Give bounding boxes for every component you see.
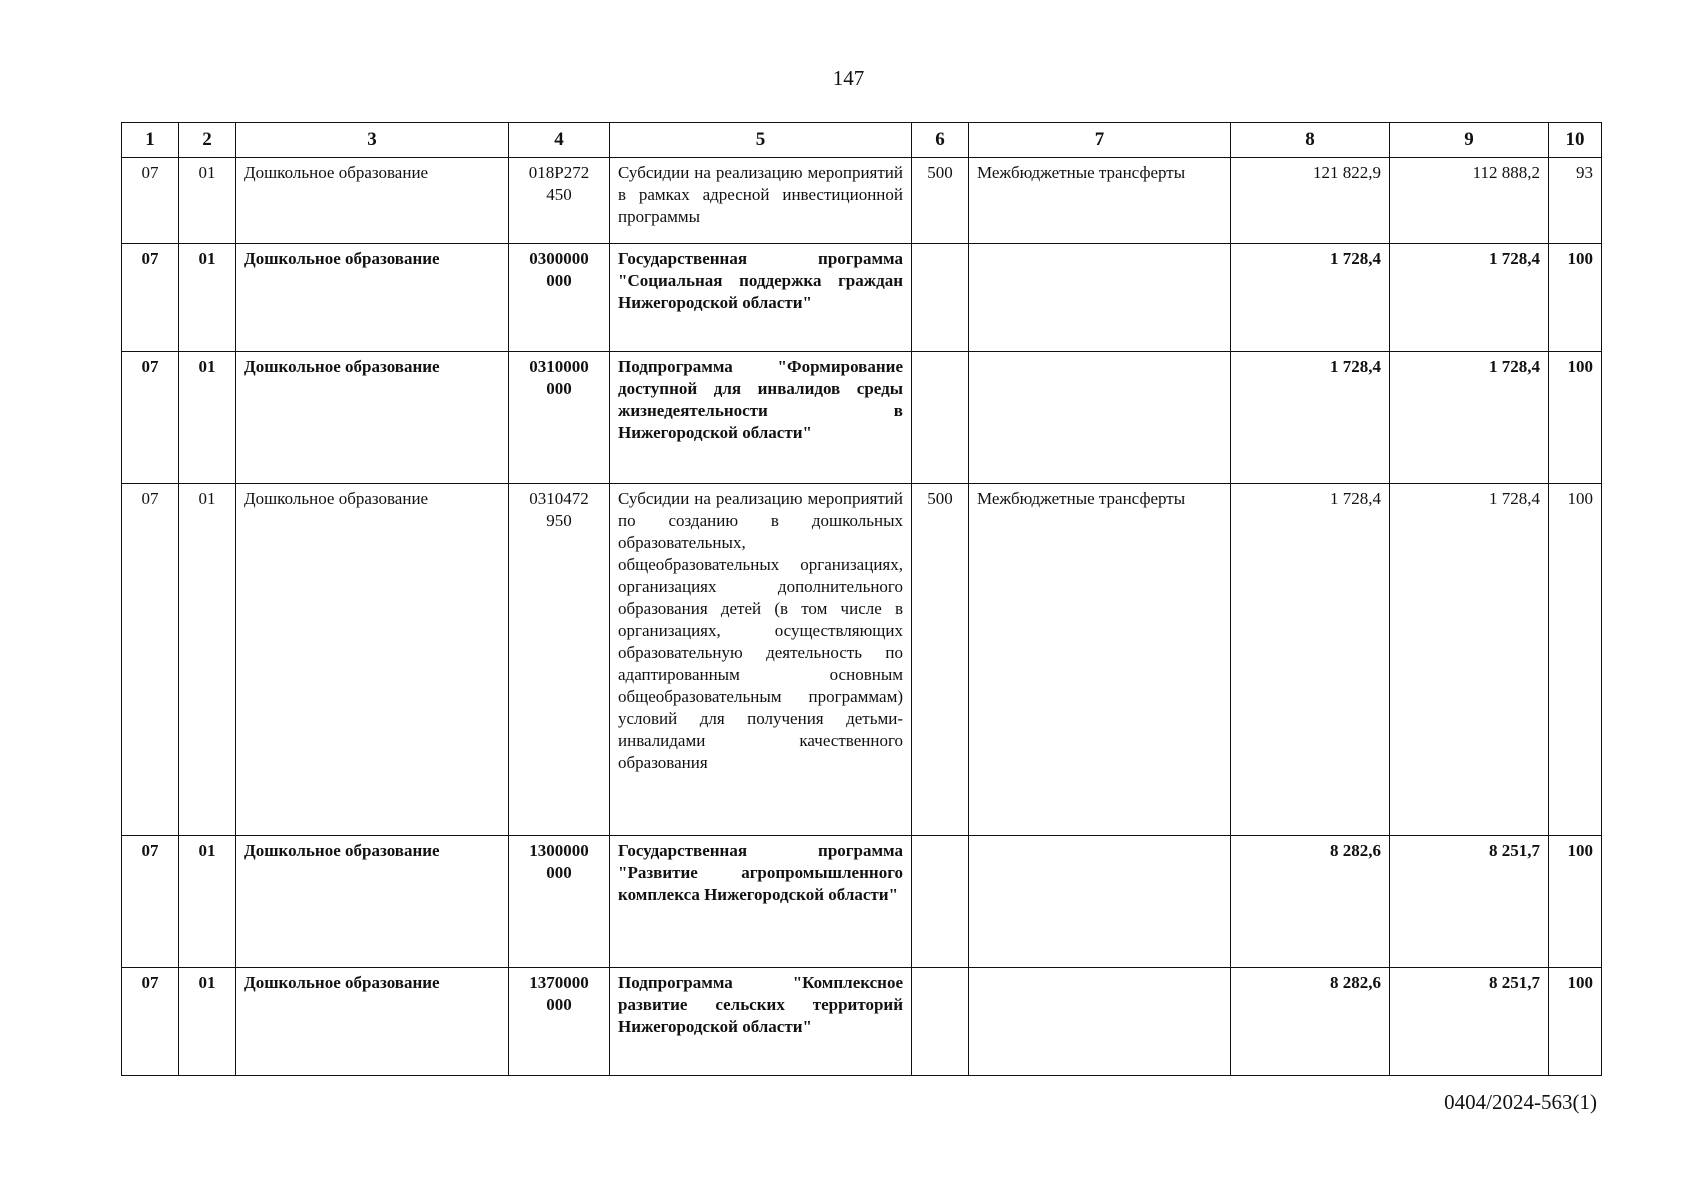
expense-type-cell <box>912 836 969 968</box>
section-code-cell: 07 <box>122 836 179 968</box>
expense-type-name-cell <box>969 352 1231 484</box>
subsection-code-cell: 01 <box>179 968 236 1076</box>
expense-type-cell <box>912 352 969 484</box>
target-article-cell: 018P272 450 <box>509 158 610 244</box>
budget-table <box>121 122 1602 1076</box>
section-name-cell: Дошкольное образование <box>236 244 509 352</box>
section-name-cell: Дошкольное образование <box>236 968 509 1076</box>
planned-amount-cell: 1 728,4 <box>1231 352 1390 484</box>
header-cell: 1 <box>122 123 179 158</box>
expense-type-name-cell: Межбюджетные трансферты <box>969 158 1231 244</box>
expense-type-cell <box>912 244 969 352</box>
actual-amount-cell: 8 251,7 <box>1390 968 1549 1076</box>
header-cell: 10 <box>1549 123 1602 158</box>
actual-amount-cell: 112 888,2 <box>1390 158 1549 244</box>
section-code-cell: 07 <box>122 352 179 484</box>
header-cell: 6 <box>912 123 969 158</box>
actual-amount-cell: 1 728,4 <box>1390 484 1549 836</box>
header-row <box>122 123 1602 158</box>
header-cell: 4 <box>509 123 610 158</box>
table-row <box>122 352 1602 484</box>
header-cell: 7 <box>969 123 1231 158</box>
actual-amount-cell: 8 251,7 <box>1390 836 1549 968</box>
description-cell: Субсидии на реализацию мероприятий в рамках адресной инвестиционной программы <box>610 158 912 244</box>
expense-type-name-cell: Межбюджетные трансферты <box>969 484 1231 836</box>
header-cell: 3 <box>236 123 509 158</box>
percent-cell: 100 <box>1549 352 1602 484</box>
percent-cell: 100 <box>1549 484 1602 836</box>
section-code-cell: 07 <box>122 968 179 1076</box>
section-name-cell: Дошкольное образование <box>236 484 509 836</box>
percent-cell: 100 <box>1549 968 1602 1076</box>
header-cell: 2 <box>179 123 236 158</box>
subsection-code-cell: 01 <box>179 244 236 352</box>
planned-amount-cell: 121 822,9 <box>1231 158 1390 244</box>
section-name-cell: Дошкольное образование <box>236 352 509 484</box>
actual-amount-cell: 1 728,4 <box>1390 352 1549 484</box>
target-article-cell: 1300000 000 <box>509 836 610 968</box>
section-name-cell: Дошкольное образование <box>236 836 509 968</box>
header-cell: 5 <box>610 123 912 158</box>
description-cell: Государственная программа "Развитие агропромышленного комплекса Нижегородской области" <box>610 836 912 968</box>
page-number: 147 <box>832 66 865 90</box>
planned-amount-cell: 8 282,6 <box>1231 968 1390 1076</box>
section-name-cell: Дошкольное образование <box>236 158 509 244</box>
actual-amount-cell: 1 728,4 <box>1390 244 1549 352</box>
expense-type-cell: 500 <box>912 158 969 244</box>
description-cell: Подпрограмма "Комплексное развитие сельских территорий Нижегородской области" <box>610 968 912 1076</box>
section-code-cell: 07 <box>122 158 179 244</box>
expense-type-cell: 500 <box>912 484 969 836</box>
subsection-code-cell: 01 <box>179 352 236 484</box>
table-row <box>122 158 1602 244</box>
section-code-cell: 07 <box>122 244 179 352</box>
target-article-cell: 1370000 000 <box>509 968 610 1076</box>
expense-type-cell <box>912 968 969 1076</box>
target-article-cell: 0310472 950 <box>509 484 610 836</box>
percent-cell: 100 <box>1549 244 1602 352</box>
section-code-cell: 07 <box>122 484 179 836</box>
subsection-code-cell: 01 <box>179 484 236 836</box>
planned-amount-cell: 1 728,4 <box>1231 244 1390 352</box>
table-row <box>122 836 1602 968</box>
table-row <box>122 968 1602 1076</box>
target-article-cell: 0310000 000 <box>509 352 610 484</box>
table-row <box>122 484 1602 836</box>
table-row <box>122 244 1602 352</box>
description-cell: Государственная программа "Социальная поддержка граждан Нижегородской области" <box>610 244 912 352</box>
planned-amount-cell: 1 728,4 <box>1231 484 1390 836</box>
expense-type-name-cell <box>969 836 1231 968</box>
subsection-code-cell: 01 <box>179 158 236 244</box>
description-cell: Субсидии на реализацию мероприятий по созданию в дошкольных образовательных, общеобразовательных организациях, организациях дополнительного образования детей (в том числе в организациях, осуществляющих образовательную деятельность по адаптированным основным общеобразовательным программам) условий для получения детьми-инвалидами качественного образования <box>610 484 912 836</box>
expense-type-name-cell <box>969 244 1231 352</box>
header-cell: 8 <box>1231 123 1390 158</box>
planned-amount-cell: 8 282,6 <box>1231 836 1390 968</box>
header-cell: 9 <box>1390 123 1549 158</box>
target-article-cell: 0300000 000 <box>509 244 610 352</box>
percent-cell: 93 <box>1549 158 1602 244</box>
percent-cell: 100 <box>1549 836 1602 968</box>
subsection-code-cell: 01 <box>179 836 236 968</box>
document-code: 0404/2024-563(1) <box>1444 1090 1597 1114</box>
expense-type-name-cell <box>969 968 1231 1076</box>
description-cell: Подпрограмма "Формирование доступной для инвалидов среды жизнедеятельности в Нижегородской области" <box>610 352 912 484</box>
